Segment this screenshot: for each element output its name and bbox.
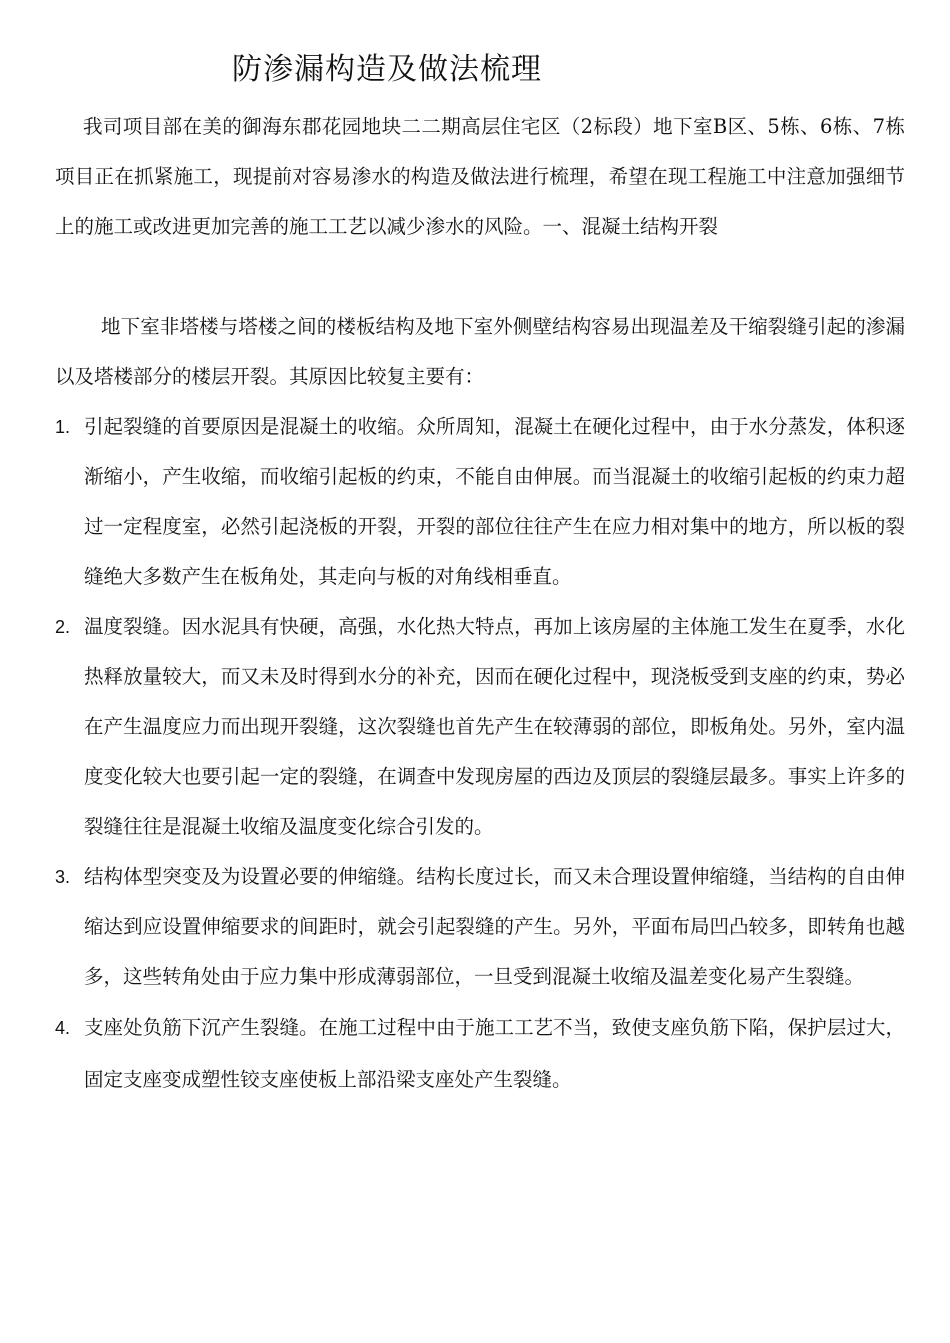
list-item-text: 结构体型突变及为设置必要的伸缩缝。结构长度过长，而又未合理设置伸缩缝，当结构的自由伸缩达到应设置伸缩要求的间距时，就会引起裂缝的产生。另外，平面布局凹凸较多，即转角也越多，这些转角处由于应力集中形成薄弱部位，一旦受到混凝土收缩及温差变化易产生裂缝。: [84, 865, 905, 988]
list-item-number: 1.: [55, 417, 71, 437]
list-item: [55, 402, 905, 602]
list-item: [55, 1002, 905, 1106]
intro-paragraph: 我司项目部在美的御海东郡花园地块二二期高层住宅区（2标段）地下室B区、5栋、6栋、7栋项目正在抓紧施工，现提前对容易渗水的构造及做法进行梳理，希望在现工程施工中注意加强细节上的施工或改进更加完善的施工工艺以减少渗水的风险。一、混凝土结构开裂: [55, 115, 905, 238]
list-item-text: 引起裂缝的首要原因是混凝土的收缩。众所周知，混凝土在硬化过程中，由于水分蒸发，体积逐渐缩小，产生收缩，而收缩引起板的约束，不能自由伸展。而当混凝土的收缩引起板的约束力超过一定程度室，必然引起浇板的开裂，开裂的部位往往产生在应力相对集中的地方，所以板的裂缝绝大多数产生在板角处，其走向与板的对角线相垂直。: [84, 415, 905, 588]
list-item-text: 温度裂缝。因水泥具有快硬，高强，水化热大特点，再加上该房屋的主体施工发生在夏季，水化热释放量较大，而又未及时得到水分的补充，因而在硬化过程中，现浇板受到支座的约束，势必在产生温度应力而出现开裂缝，这次裂缝也首先产生在较薄弱的部位，即板角处。另外，室内温度变化较大也要引起一定的裂缝，在调查中发现房屋的西边及顶层的裂缝层最多。事实上许多的裂缝往往是混凝土收缩及温度变化综合引发的。: [84, 615, 905, 838]
list-item-number: 3.: [55, 867, 71, 887]
list-item-number: 2.: [55, 617, 71, 637]
list-item-number: 4.: [55, 1018, 71, 1038]
document-title: 防渗漏构造及做法梳理: [232, 52, 542, 87]
list-item: [55, 602, 905, 852]
list-item: [55, 852, 905, 1002]
cause-summary-paragraph: 地下室非塔楼与塔楼之间的楼板结构及地下室外侧壁结构容易出现温差及干缩裂缝引起的渗漏以及塔楼部分的楼层开裂。其原因比较复主要有：: [55, 315, 905, 388]
cause-list: [55, 402, 905, 1106]
list-item-text: 支座处负筋下沉产生裂缝。在施工过程中由于施工工艺不当，致使支座负筋下陷，保护层过大，固定支座变成塑性铰支座使板上部沿梁支座处产生裂缝。: [84, 1016, 905, 1091]
